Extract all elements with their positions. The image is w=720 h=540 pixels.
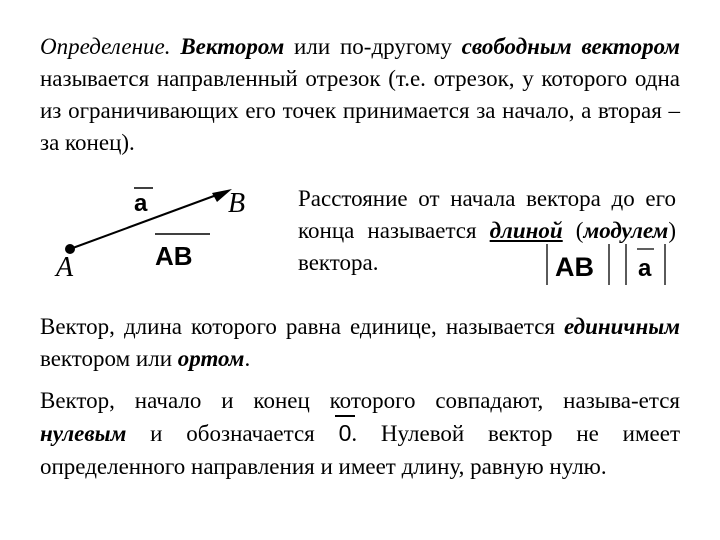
zero-vector-symbol <box>339 417 352 450</box>
term-zero: нулевым <box>40 421 127 446</box>
modulus-a-text: a <box>638 255 652 282</box>
length-text-3: ) вектора. <box>298 218 676 275</box>
zero-vector-bar <box>335 415 356 417</box>
unit-text-2: вектором или <box>40 346 178 371</box>
modulus-ab-text: AB <box>555 252 594 282</box>
definition-term: Определение. <box>40 34 171 59</box>
length-text-2: ( <box>562 218 584 243</box>
definition-text-1: или по-другому <box>284 34 462 59</box>
length-paragraph <box>298 183 676 279</box>
label-point-b: B <box>228 188 246 219</box>
term-vector-2: вектором <box>581 34 680 59</box>
label-vector-a: a <box>134 190 148 217</box>
length-text-1: Расстояние от начала вектора до его конца называется <box>298 186 676 243</box>
term-ort: ортом <box>177 346 245 371</box>
zero-text-1: Вектор, начало и конец которого совпадают, называ-ется <box>40 388 680 413</box>
zero-symbol-text: 0 <box>338 420 352 446</box>
term-free: свободным <box>461 34 572 59</box>
zero-text-3: . Нулевой вектор не имеет определенного направления и имеет длину, равную нулю. <box>40 421 680 479</box>
unit-vector-paragraph <box>40 311 680 375</box>
label-vector-ab: AB <box>155 241 193 271</box>
label-point-a: A <box>56 252 74 283</box>
term-length: длиной <box>489 218 563 243</box>
zero-text-2: и обозначается <box>126 421 339 446</box>
definition-text-2: называется направленный отрезок (т.е. отрезок, у которого одна из ограничивающих его точек принимается за начало, а вторая – за конец). <box>40 66 680 155</box>
unit-text-3: . <box>244 346 251 371</box>
term-module: модулем <box>583 218 669 243</box>
unit-text-1: Вектор, длина которого равна единице, называется <box>40 314 565 339</box>
term-vector: Вектором <box>180 34 285 59</box>
zero-vector-paragraph <box>40 384 680 483</box>
term-unit: единичным <box>564 314 680 339</box>
